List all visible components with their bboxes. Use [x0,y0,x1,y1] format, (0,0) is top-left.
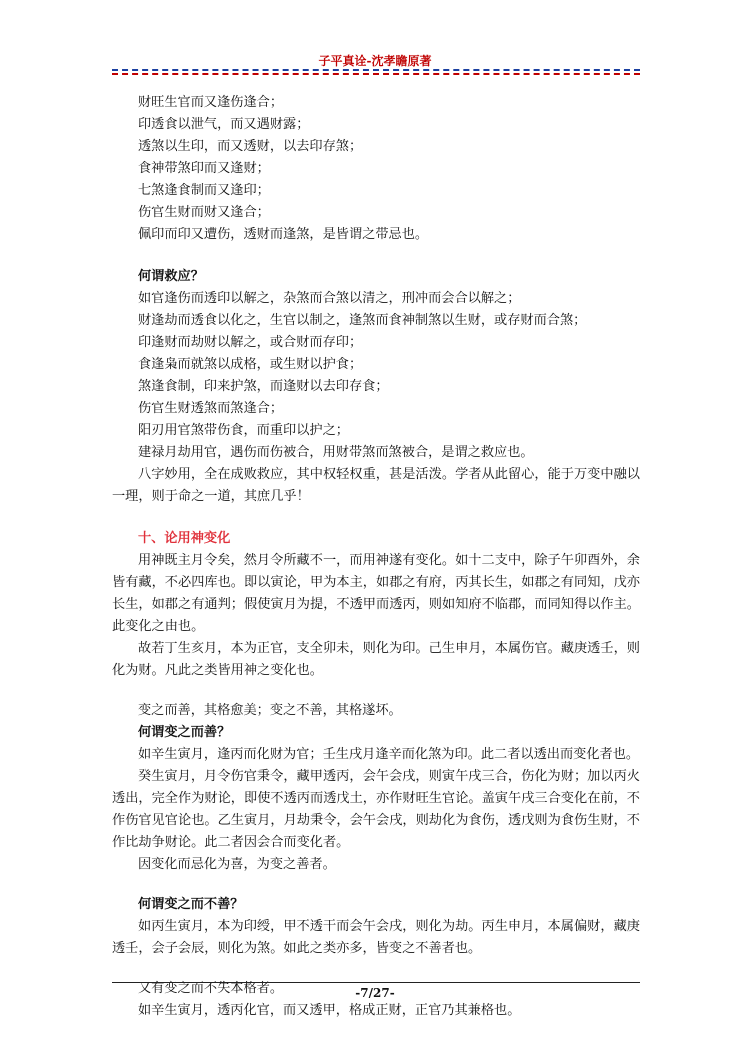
paragraph: 八字妙用，全在成败救应，其中权轻权重，甚是活泼。学者从此留心，能于万变中融以一理，则于命之一道，其庶几乎！ [112,467,640,504]
section-heading-bian-shan: 何谓变之而善？ [138,725,231,740]
text-line: 食神带煞印而又逢财； [138,161,270,176]
text-line: 伤官生财透煞而煞逢合； [138,401,284,416]
section-heading-bian-bushan: 何谓变之而不善？ [138,897,244,912]
text-line: 食逢枭而就煞以成格，或生财以护食； [138,357,363,372]
text-line: 印透食以泄气，而又遇财露； [138,117,310,132]
paragraph: 故若丁生亥月，本为正官，支全卯未，则化为印。己生申月，本属伤官。藏庚透壬，则化为财。凡此之类皆用神之变化也。 [112,641,640,678]
text-line: 透煞以生印，而又透财，以去印存煞； [138,139,363,154]
page-header-title: 子平真诠-沈孝瞻原著 [318,54,432,68]
page-number: -7/27- [355,986,395,1000]
paragraph: 如辛生寅月，透丙化官，而又透甲，格成正财，正官乃其兼格也。 [138,1003,521,1018]
text-line: 阳刃用官煞带伤食，而重印以护之； [138,423,349,438]
header-rule-blue [112,69,640,71]
text-line: 财逢劫而透食以化之，生官以制之，逢煞而食神制煞以生财，或存财而合煞； [138,313,587,328]
section-heading-jiuying: 何谓救应？ [138,269,204,284]
text-line: 如官逢伤而透印以解之，杂煞而合煞以清之，刑冲而会合以解之； [138,291,521,306]
text-line: 又有变之而不失本格者。 [138,981,284,996]
chapter-heading: 十、论用神变化 [138,531,231,546]
paragraph: 癸生寅月，月令伤官秉令，藏甲透丙，会午会戌，则寅午戌三合，伤化为财；加以丙火透出，完全作为财论，即使不透丙而透戊土，亦作财旺生官论。盖寅午戌三合变化在前，不作伤官见官论也。乙生寅月，月劫秉令，会午会戌，则劫化为食伤，透戊则为食伤生财，不作比劫争财论。此二者因会合而变化者。 [112,769,640,850]
text-line: 七煞逢食制而又逢印； [138,183,270,198]
header-rule-red [112,73,640,75]
text-line: 建禄月劫用官，遇伤而伤被合，用财带煞而煞被合，是谓之救应也。 [138,445,534,460]
paragraph: 如辛生寅月，逢丙而化财为官；壬生戌月逢辛而化煞为印。此二者以透出而变化者也。 [138,747,640,762]
text-line: 煞逢食制，印来护煞，而逢财以去印存食； [138,379,389,394]
text-line: 伤官生财而财又逢合； [138,205,270,220]
text-line: 佩印而印又遭伤，透财而逢煞，是皆谓之带忌也。 [138,227,429,242]
text-line: 印逢财而劫财以解之，或合财而存印； [138,335,363,350]
text-line: 变之而善，其格愈美；变之不善，其格遂坏。 [138,703,402,718]
paragraph: 如丙生寅月，本为印绶，甲不透干而会午会戌，则化为劫。丙生申月，本属偏财，藏庚透壬，会子会辰，则化为煞。如此之类亦多，皆变之不善者也。 [112,919,640,956]
footer-rule [112,982,640,983]
paragraph: 因变化而忌化为喜，为变之善者。 [138,857,336,872]
paragraph: 用神既主月令矣，然月令所藏不一，而用神遂有变化。如十二支中，除子午卯酉外，余皆有藏，不必四库也。即以寅论，甲为本主，如郡之有府，丙其长生，如郡之有同知，戊亦长生，如郡之有通判；假使寅月为提，不透甲而透丙，则如知府不临郡，而同知得以作主。此变化之由也。 [112,553,640,634]
page-body [112,92,640,1022]
text-line: 财旺生官而又逢伤逢合； [138,95,284,110]
